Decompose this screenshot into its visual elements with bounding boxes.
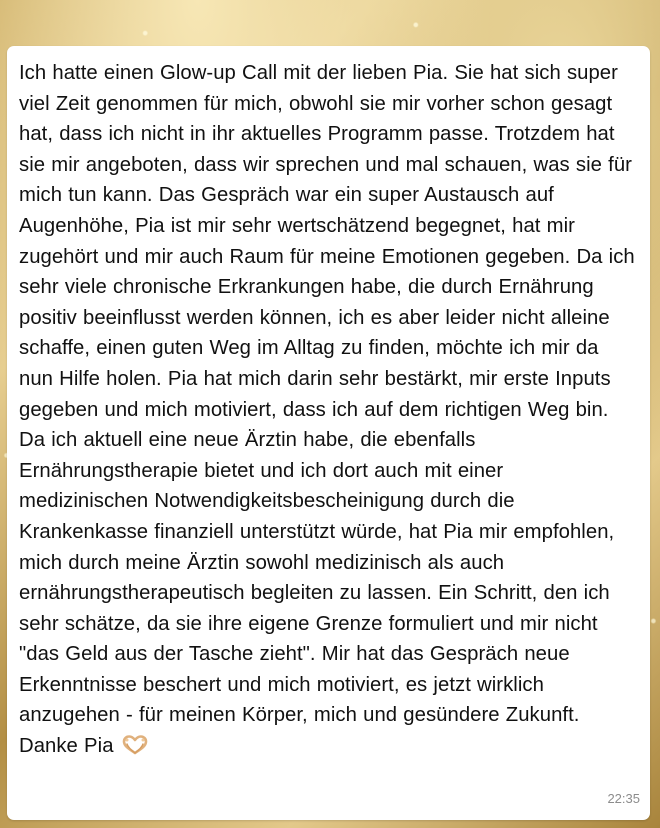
heart-hands-emoji-icon bbox=[122, 734, 148, 754]
message-text-container bbox=[19, 58, 636, 762]
message-text: Ich hatte einen Glow-up Call mit der lieben Pia. Sie hat sich super viel Zeit genommen für mich, obwohl sie mir vorher schon gesagt hat, dass ich nicht in ihr aktuelles Programm passe. Trotzdem hat sie mir angeboten, dass wir sprechen und mal schauen, was sie für mich tun kann. Das Gespräch war ein super Austausch auf Augenhöhe, Pia ist mir sehr wertschätzend begegnet, hat mir zugehört und mir auch Raum für meine Emotionen gegeben. Da ich sehr viele chronische Erkrankungen habe, die durch Ernährung positiv beeinflusst werden können, ich es aber leider nicht alleine schaffe, einen guten Weg im Alltag zu finden, möchte ich mir da nun Hilfe holen. Pia hat mich darin sehr bestärkt, mir erste Inputs gegeben und mich motiviert, dass ich auf dem richtigen Weg bin. Da ich aktuell eine neue Ärztin habe, die ebenfalls Ernährungstherapie bietet und ich dort auch mit einer medizinischen Notwendigkeitsbescheinigung durch die Krankenkasse finanziell unterstützt würde, hat Pia mir empfohlen, mich durch meine Ärztin sowohl medizinisch als auch ernährungstherapeutisch begleiten zu lassen. Ein Schritt, den ich sehr schätze, da sie ihre eigene Grenze formuliert und mir nicht "das Geld aus der Tasche zieht". Mir hat das Gespräch neue Erkenntnisse beschert und mich motiviert, es jetzt wirklich anzugehen - für meinen Körper, mich und gesündere Zukunft. Danke Pia bbox=[19, 62, 635, 758]
message-bubble[interactable] bbox=[7, 46, 650, 820]
message-timestamp: 22:35 bbox=[607, 791, 640, 806]
